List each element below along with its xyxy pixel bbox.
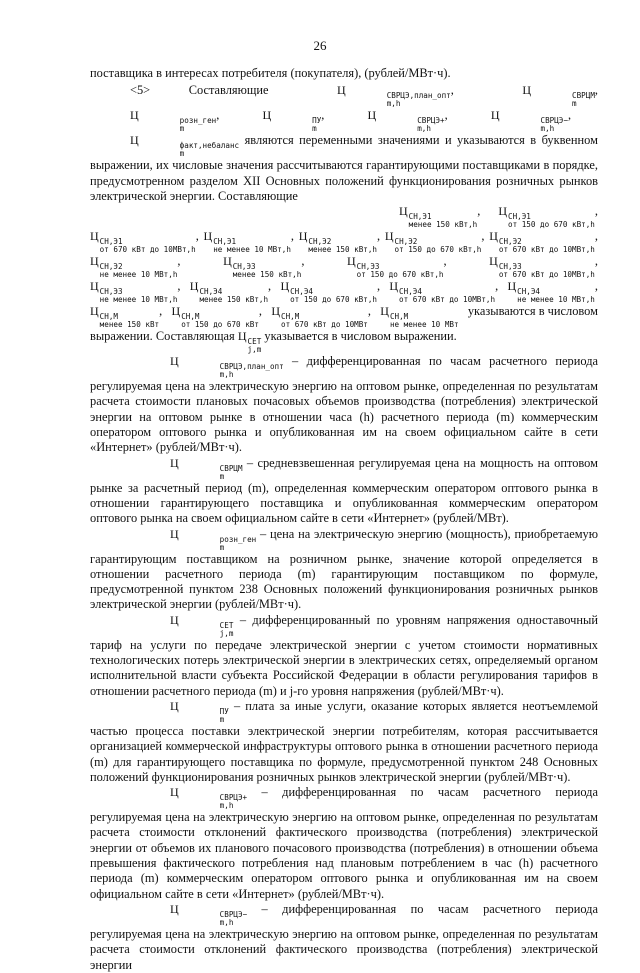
symbol-subscript: от 150 до 670 кВт,h (290, 295, 377, 305)
definitions (90, 354, 598, 973)
set-text-a: выражении. Составляющая (90, 329, 235, 344)
symbol-base: Ц (90, 304, 99, 319)
voltage-level-symbol (90, 279, 177, 304)
symbol-superscript: СН,Э4 (290, 287, 313, 297)
definition-symbol (130, 699, 229, 724)
symbol-subscript: не менее 10 МВт (389, 320, 459, 330)
symbol-subscript: не менее 10 МВт,h (99, 270, 178, 280)
symbol-fact (90, 133, 240, 159)
symbol-subscript: m (219, 542, 225, 552)
document-body (90, 66, 598, 973)
symbol-superscript: СВРЦЭ+ (219, 793, 248, 803)
definition-paragraph (90, 902, 598, 973)
symbol-base: Ц (90, 254, 99, 269)
symbol-superscript: СН,М (99, 312, 118, 322)
voltage-level-symbol (389, 279, 495, 304)
symbol-base: Ц (280, 279, 290, 294)
symbol-superscript: СН,Э1 (213, 237, 237, 247)
symbol-base: Ц (298, 229, 308, 244)
definition-paragraph (90, 527, 598, 613)
symbol-base: Ц (170, 901, 179, 916)
symbol-base: Ц (170, 526, 179, 541)
symbol-superscript: СВРЦЭ,план_опт (219, 362, 284, 372)
voltage-level-symbol (223, 254, 301, 279)
symbol-superscript: СВРЦЭ,план_опт (386, 91, 451, 101)
lead-word: Составляющие (188, 83, 269, 98)
paragraph-set-component (90, 329, 598, 354)
symbol-base: Ц (380, 304, 389, 319)
voltage-level-symbol (299, 229, 377, 254)
symbol-subscript: от 670 кВт до 10МВт,h (399, 295, 496, 305)
symbol-superscript: розн_ген (219, 534, 257, 544)
symbol-subscript: m (179, 124, 185, 134)
symbol-superscript: СВРЦМ (572, 91, 595, 101)
symbol-superscript: СН,М (181, 312, 200, 322)
definition-text: – дифференцированная по часам расчетного периода регулируемая цена на электрическую энергию на оптовом рынке, определенная по результатам расчета стоимости отклонений фактического производства (потребления) электрической энергии от объемов их планового почасового производства (потребления) в отношении объема превышения фактического потребления над плановым потреблением в час (h) расчетного периода (m) коммерческим оператором оптового рынка и опубликованная им на своем официальном сайте в сети «Интернет» (рублей/МВт·ч). (90, 785, 598, 901)
symbol-subscript: менее 150 кВт,h (232, 270, 302, 280)
symbol-grid-row: Ц СН,Э2 не менее 10 МВт,h , Ц СН,Э3 менее 150 кВт,h , Ц СН,Э3 от 150 до 670 кВт,h , Ц СН,Э3 от 670 кВт до 10МВт,h , (90, 254, 598, 280)
symbol-base: Ц (170, 612, 179, 627)
symbol-base: Ц (489, 254, 498, 269)
symbol-subscript: m,h (417, 124, 431, 134)
component-symbol (222, 108, 321, 133)
voltage-level-symbol (380, 304, 458, 329)
definition-symbol (130, 527, 256, 552)
symbol-base: Ц (271, 304, 280, 319)
definition-paragraph (90, 785, 598, 902)
symbol-subscript: m,h (219, 370, 234, 380)
symbol-subscript: от 150 до 670 кВт,h (356, 270, 444, 280)
footnote-marker: <5> (130, 83, 151, 98)
symbol-superscript: СН,Э1 (508, 212, 531, 222)
symbol-superscript: СН,Э2 (394, 237, 418, 247)
symbol-base: Ц (346, 254, 356, 269)
definition-symbol (130, 613, 233, 638)
voltage-level-symbol (190, 279, 268, 304)
symbol-network-tariff (238, 329, 261, 354)
definition-text: – дифференцированная по часам расчетного периода регулируемая цена на электрическую энергию на оптовом рынке, определенная по результатам расчета стоимости плановых почасовых объемов производства (потребления) электрической энергии на оптовом рынке в отношении часа (h) расчетного периода (m) коммерческим оператором оптового рынка и опубликованная им на своем официальном сайте в сети «Интернет» (рублей/МВт·ч). (90, 354, 598, 455)
voltage-level-symbol (90, 229, 196, 254)
symbol-subscript: m (179, 149, 185, 159)
symbol-subscript: от 150 до 670 кВт (181, 320, 259, 330)
symbol-subscript: m,h (219, 801, 234, 811)
symbol-base: Ц (170, 354, 179, 369)
paragraph-components (90, 83, 598, 204)
definition-symbol (130, 902, 247, 927)
paragraph-intro: поставщика в интересах потребителя (покупателя), (рублей/МВт·ч). (90, 66, 451, 80)
symbol-grid (90, 204, 598, 329)
definition-text: – средневзвешенная регулируемая цена на мощность на оптовом рынке за расчетный период (m), определенная коммерческим оператором оптового рынка в отношении гарантирующего поставщика и опубликованная коммерческим оператором оптового рынка на своем официальном сайте в сети «Интернет» (рублей/МВт). (90, 455, 598, 526)
symbol-subscript: от 670 кВт до 10МВт (281, 320, 368, 330)
symbol-subscript: j,m (219, 628, 234, 638)
voltage-level-symbol (347, 254, 444, 279)
definition-text: – плата за иные услуги, оказание которых является неотъемлемой частью процесса поставки электрической энергии потребителям, которая рассчитывается организацией коммерческой инфраструктуры оптового рынка в отношении расчетного периода (m) для гарантирующего поставщика по формуле, предусмотренной пунктом 248 Основных положений функционирования розничных рынков электрической энергии (рублей/МВт·ч). (90, 698, 598, 784)
symbol-superscript: СН,Э4 (517, 287, 540, 297)
symbol-base: Ц (384, 229, 394, 244)
symbol-subscript: менее 150 кВт,h (199, 295, 269, 305)
voltage-level-symbol (489, 229, 595, 254)
symbol-subscript: не менее 10 МВт,h (517, 295, 595, 305)
symbol-base: Ц (489, 229, 498, 244)
symbol-subscript: менее 150 кВт (99, 320, 160, 330)
component-symbol (297, 83, 451, 108)
grid-tail-text: указываются в числовом (467, 304, 598, 319)
definition-symbol (130, 456, 243, 481)
symbol-grid-row: Ц СН,М менее 150 кВт , Ц СН,М от 150 до 670 кВт , Ц СН,М от 670 кВт до 10МВт , Ц СН,М не менее 10 МВт указываются в числовом (90, 304, 598, 330)
component-symbols: Ц СВРЦЭ,план_опт m,h , Ц СВРЦМ m , Ц розн_ген m , Ц ПУ m , Ц СВРЦЭ+ m,h , Ц СВРЦЭ− m,h , (90, 83, 598, 122)
symbol-superscript: СН,Э4 (199, 287, 223, 297)
symbol-subscript: от 150 до 670 кВт,h (394, 245, 482, 255)
symbol-base: Ц (170, 698, 179, 713)
symbol-superscript: СВРЦЭ+ (417, 116, 445, 126)
symbol-base: Ц (170, 455, 179, 470)
symbol-superscript: СН,М (281, 312, 300, 322)
symbol-subscript: не менее 10 МВт,h (99, 295, 178, 305)
symbol-superscript: СН,Э1 (408, 212, 432, 222)
symbol-superscript: СН,Э3 (356, 262, 380, 272)
voltage-level-symbol (489, 254, 595, 279)
symbol-base: Ц (367, 108, 377, 123)
symbol-grid-row: Ц СН,Э3 не менее 10 МВт,h , Ц СН,Э4 менее 150 кВт,h , Ц СН,Э4 от 150 до 670 кВт,h , Ц СН,Э4 от 670 кВт до 10МВт,h , Ц СН,Э4 не менее 10 МВт,h , (90, 279, 598, 305)
symbol-base: Ц (90, 229, 99, 244)
definition-paragraph (90, 699, 598, 785)
symbol-subscript: от 670 кВт до 10МВт,h (498, 245, 595, 255)
symbol-base: Ц (507, 279, 517, 294)
symbol-superscript: СВРЦМ (219, 463, 243, 473)
symbol-grid-row: Ц СН,Э1 менее 150 кВт,h , Ц СН,Э1 от 150 до 670 кВт,h , (398, 204, 598, 230)
page-number: 26 (313, 38, 327, 53)
symbol-grid-row: Ц СН,Э1 от 670 кВт до 10МВт,h , Ц СН,Э1 не менее 10 МВт,h , Ц СН,Э2 менее 150 кВт,h , Ц СН,Э2 от 150 до 670 кВт,h , Ц СН,Э2 от 670 кВт до 10МВт,h , (90, 229, 598, 255)
symbol-superscript: ПУ (219, 706, 229, 716)
symbol-base: Ц (223, 254, 232, 269)
symbol-base: Ц (490, 108, 500, 123)
symbol-base: Ц (171, 304, 181, 319)
definition-paragraph (90, 354, 598, 455)
symbol-base: Ц (130, 133, 139, 148)
symbol-subscript: менее 150 кВт,h (308, 245, 377, 255)
symbol-superscript: СВРЦЭ− (219, 909, 248, 919)
symbol-superscript: СЕТ (219, 620, 234, 630)
symbol-subscript: не менее 10 МВт,h (213, 245, 291, 255)
voltage-level-symbol (507, 279, 594, 304)
voltage-level-symbol (280, 279, 377, 304)
voltage-level-symbol (385, 229, 482, 254)
definition-text: – дифференцированный по уровням напряжения одноставочный тариф на услуги по передаче электрической энергии с учетом стоимости нормативных технологических потерь электрической энергии в электрических сетях, определяемый органом исполнительной власти субъекта Российской Федерации в области регулирования тарифов в отношении расчетного периода (m) и j-го уровня напряжения (рублей/МВт·ч). (90, 612, 598, 698)
symbol-superscript: СВРЦЭ− (540, 116, 568, 126)
symbol-base: Ц (237, 329, 247, 344)
symbol-base: Ц (522, 83, 532, 98)
symbol-superscript: СН,Э3 (232, 262, 256, 272)
voltage-level-symbol (271, 304, 368, 329)
symbol-base: Ц (170, 785, 179, 800)
symbol-base: Ц (262, 108, 272, 123)
symbol-superscript: СН,Э2 (308, 237, 332, 247)
definition-text: – цена на электрическую энергию (мощность), приобретаемую гарантирующим поставщиком на розничном рынке, значение которой определяется в отношении расчетного периода (m) гарантирующим поставщиком по формуле, предусмотренной пунктом 238 Основных положений функционирования розничных рынков электрической энергии (рублей/МВт·ч). (90, 526, 598, 612)
symbol-subscript: менее 150 кВт,h (408, 220, 478, 230)
definition-symbol (130, 354, 284, 379)
component-symbol (451, 108, 568, 133)
symbol-base: Ц (130, 108, 139, 123)
symbol-base: Ц (498, 204, 508, 219)
symbol-superscript: СН,Э1 (99, 237, 123, 247)
symbol-set (237, 329, 262, 355)
voltage-level-symbol (204, 229, 291, 254)
symbol-base: Ц (398, 204, 408, 219)
voltage-level-symbol (498, 204, 595, 229)
symbol-subscript: m (312, 124, 317, 134)
symbol-subscript: m (219, 714, 225, 724)
symbol-base: Ц (203, 229, 213, 244)
symbol-superscript: факт,небаланс (179, 141, 240, 151)
symbol-subscript: m,h (386, 99, 401, 109)
voltage-level-symbol (172, 304, 259, 329)
component-symbol (482, 83, 595, 108)
symbol-superscript: СЕТ (247, 337, 262, 347)
voltage-level-symbol (399, 204, 477, 229)
set-text-b: указывается в числовом выражении. (264, 329, 457, 344)
voltage-level-symbol (90, 254, 177, 279)
symbol-superscript: СН,Э4 (399, 287, 422, 297)
symbol-subscript: от 150 до 670 кВт,h (508, 220, 595, 230)
symbol-base: Ц (337, 83, 346, 98)
voltage-level-symbol (90, 304, 159, 329)
symbol-superscript: СН,Э3 (498, 262, 522, 272)
symbol-subscript: m (219, 471, 225, 481)
symbol-superscript: СН,Э2 (99, 262, 123, 272)
definition-paragraph (90, 613, 598, 699)
symbol-superscript: СН,Э3 (99, 287, 123, 297)
symbol-base: Ц (90, 279, 99, 294)
symbol-base: Ц (189, 279, 199, 294)
symbol-subscript: m,h (540, 124, 555, 134)
symbol-superscript: розн_ген (179, 116, 217, 126)
symbol-subscript: m,h (219, 917, 234, 927)
symbol-base: Ц (389, 279, 399, 294)
symbol-subscript: m (572, 99, 577, 109)
symbol-subscript: от 670 кВт до 10МВт,h (99, 245, 196, 255)
symbol-subscript: от 670 кВт до 10МВт,h (498, 270, 595, 280)
definition-text: – дифференцированная по часам расчетного периода регулируемая цена на электрическую энергию на оптовом рынке, определенная по результатам расчета стоимости отклонений фактического производства (потребления) электрической энергии (90, 901, 598, 972)
symbol-superscript: ПУ (312, 116, 322, 126)
component-symbol (328, 108, 445, 133)
symbol-superscript: СН,М (389, 312, 409, 322)
symbol-fact-imbalance (90, 133, 239, 158)
component-symbol (90, 108, 216, 133)
components-tail: являются переменными значениями и указываются в буквенном выражении, их числовые значения рассчитываются гарантирующими поставщиками в порядке, предусмотренном разделом XII Основных положений функционирования розничных рынков электрической энергии. Составляющие (90, 133, 598, 203)
definition-paragraph (90, 456, 598, 527)
definition-symbol (130, 785, 247, 810)
symbol-subscript: j,m (247, 345, 262, 355)
symbol-superscript: СН,Э2 (498, 237, 522, 247)
